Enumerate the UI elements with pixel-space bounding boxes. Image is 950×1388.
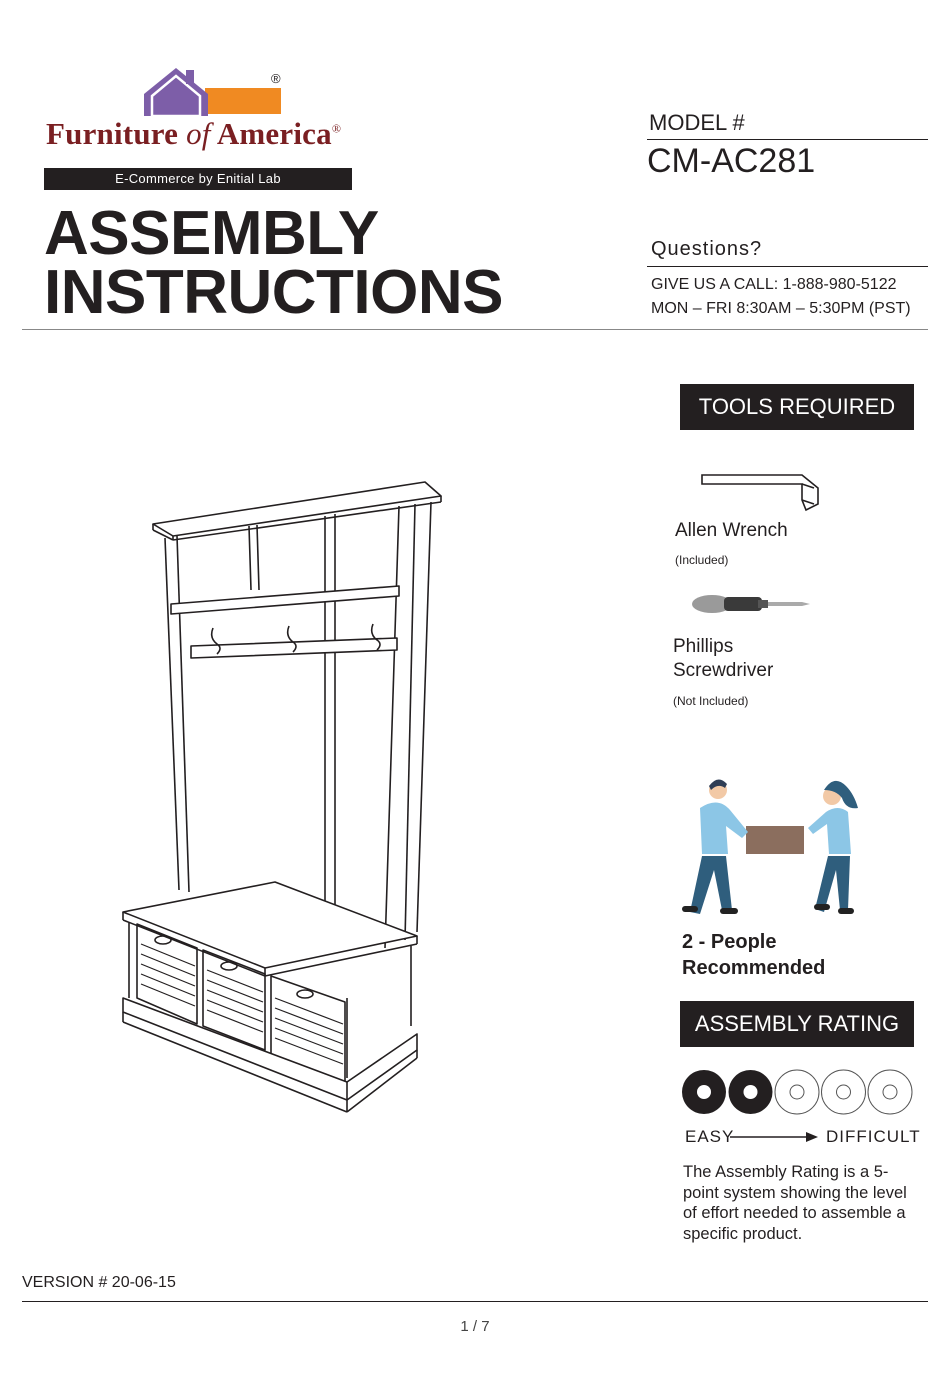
model-label: MODEL # [649,110,745,135]
screwdriver-icon [690,592,812,616]
brand-tagline: E-Commerce by Enitial Lab [44,168,352,190]
rating-dot-3 [775,1070,819,1114]
people-line-2: Recommended [682,957,826,979]
contact-hours: MON – FRI 8:30AM – 5:30PM (PST) [651,300,911,317]
rating-description: The Assembly Rating is a 5-point system showing the level of effort needed to assemble a specific product. [683,1163,907,1243]
tool-name-phillips-line-2: Screwdriver [673,660,774,681]
contact-phone: GIVE US A CALL: 1-888-980-5122 [651,276,897,293]
rating-dot-5 [868,1070,912,1114]
tools-heading: TOOLS REQUIRED [680,384,914,430]
questions-rule [647,266,928,267]
page-number: 1 / 7 [460,1318,490,1335]
tool-note-screwdriver: (Not Included) [673,694,749,708]
rating-heading: ASSEMBLY RATING [680,1001,914,1047]
rating-dot-2 [729,1070,773,1114]
tool-name-allen-wrench: Allen Wrench [675,520,788,541]
tool-note-allen-wrench: (Included) [675,553,729,567]
rating-arrow-icon [730,1130,820,1144]
registered-mark: ® [271,71,281,86]
header-divider [22,329,928,330]
version-label: VERSION # 20-06-15 [22,1274,176,1291]
footer-rule [22,1301,928,1302]
rating-difficult-label: DIFFICULT [826,1127,921,1146]
rating-dot-1 [682,1070,726,1114]
rating-dot-4 [822,1070,866,1114]
rating-dots [680,1067,916,1117]
rating-easy-label: EASY [685,1127,735,1146]
people-line-1: 2 - People [682,931,777,953]
questions-heading: Questions? [651,238,763,260]
title-line-1: ASSEMBLY [44,199,379,268]
brand-wordmark: Furniture of America® [46,116,342,151]
brand-logo [140,66,285,118]
two-people-carrying-box-icon [678,776,864,918]
hall-tree-bench-illustration [115,478,450,1133]
allen-wrench-icon [698,470,824,514]
people-recommendation [682,929,825,981]
model-rule [647,139,928,140]
tool-name-phillips-line-1: Phillips [673,636,734,657]
title-line-2: INSTRUCTIONS [44,258,503,327]
model-number: CM-AC281 [647,142,816,180]
house-logo-icon [140,66,285,118]
